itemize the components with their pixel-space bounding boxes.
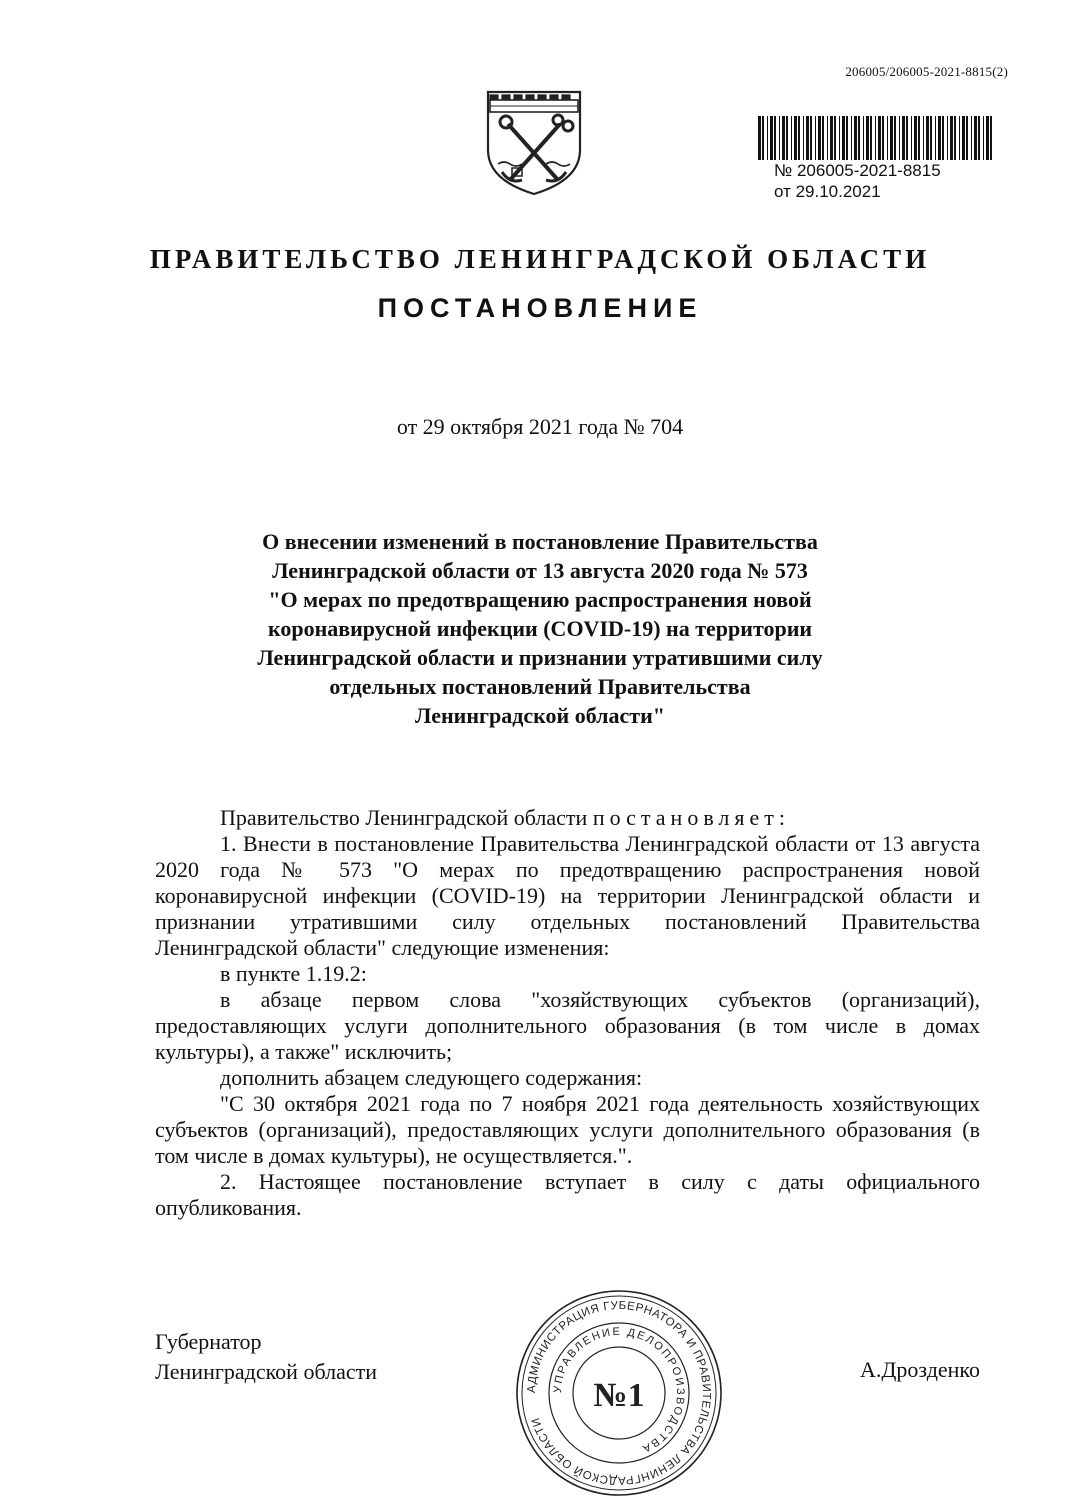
barcode-bar [866, 116, 869, 160]
barcode-bar [930, 116, 932, 160]
registration-block [756, 116, 994, 202]
barcode-bar [846, 116, 848, 160]
barcode-bar [894, 116, 896, 160]
subject-line: Ленинградской области" [415, 703, 665, 728]
barcode-bar [782, 116, 785, 160]
seal-inner-text: УПРАВЛЕНИЕ ДЕЛОПРОИЗВОДСТВА [551, 1325, 687, 1456]
barcode-bar [954, 116, 956, 160]
barcode-bar [822, 116, 824, 160]
barcode-bar [890, 116, 893, 160]
official-round-seal-icon [514, 1288, 724, 1498]
subject-line: отдельных постановлений Правительства [329, 674, 751, 699]
barcode-bar [770, 116, 773, 160]
barcode-bar [786, 116, 788, 160]
barcode-bar [758, 116, 761, 160]
organization-title: ПРАВИТЕЛЬСТВО ЛЕНИНГРАДСКОЙ ОБЛАСТИ [149, 244, 931, 274]
item-1: 1. Внести в постановление Правительства Ленинградской области от 13 августа 2020 года № 573 "О мерах по предотвращению распространения новой коронавирусной инфекции (COVID-19) на территории Ленинградской области и признании утратившими силу отдельных постановлений Правительства Ленинградской области" следующие изменения: [155, 831, 980, 960]
barcode-bar [767, 116, 768, 160]
barcode-bar [798, 116, 800, 160]
barcode-bar [858, 116, 860, 160]
barcode-bar [914, 116, 917, 160]
barcode-icon [756, 116, 994, 160]
barcode-bar [803, 116, 804, 160]
barcode-bar [834, 116, 836, 160]
barcode-bar [978, 116, 980, 160]
signatory-position [155, 1327, 377, 1387]
barcode-bar [911, 116, 912, 160]
barcode-bar [902, 116, 905, 160]
signatory-region: Ленинградской области [155, 1359, 377, 1384]
barcode-bar [966, 116, 968, 160]
barcode-bar [854, 116, 857, 160]
document-type: ПОСТАНОВЛЕНИЕ [377, 293, 703, 323]
barcode-bar [779, 116, 780, 160]
barcode-bar [791, 116, 792, 160]
barcode-bar [986, 116, 989, 160]
subject-line: коронавирусной инфекции (COVID-19) на территории [267, 616, 813, 641]
subject-line: "О мерах по предотвращению распространения новой [268, 587, 812, 612]
barcode-bar [974, 116, 977, 160]
seal-outer-text: АДМИНИСТРАЦИЯ ГУБЕРНАТОРА И ПРАВИТЕЛЬСТВА ЛЕНИНГРАДСКОЙ ОБЛАСТИ [525, 1299, 713, 1487]
barcode-bar [878, 116, 881, 160]
barcode-bar [830, 116, 833, 160]
barcode-bar [827, 116, 828, 160]
signatory-name: А.Дрозденко [860, 1357, 980, 1382]
barcode-bar [899, 116, 900, 160]
barcode-bar [926, 116, 929, 160]
barcode-bar [815, 116, 816, 160]
subject-line: Ленинградской области и признании утратившими силу [257, 645, 823, 670]
barcode-bar [875, 116, 876, 160]
barcode-bar [842, 116, 845, 160]
item-2: 2. Настоящее постановление вступает в силу с даты официального опубликования. [155, 1169, 980, 1220]
barcode-bar [950, 116, 953, 160]
resolution-date-number: от 29 октября 2021 года № 704 [396, 414, 684, 439]
registration-date: от 29.10.2021 [774, 182, 881, 201]
preamble-decree-word: постановляет: [592, 805, 791, 830]
barcode-bar [774, 116, 776, 160]
barcode-bar [818, 116, 821, 160]
signatory-title: Губернатор [155, 1329, 262, 1354]
barcode-bar [887, 116, 888, 160]
item-1-point: в пункте 1.19.2: [220, 961, 367, 986]
subject-line: О внесении изменений в постановление Правительства [262, 529, 818, 554]
preamble [155, 805, 980, 831]
seal-center-number: №1 [593, 1377, 645, 1414]
barcode-bar [810, 116, 812, 160]
barcode-bar [839, 116, 840, 160]
barcode-bar [990, 116, 992, 160]
barcode-bar [882, 116, 884, 160]
preamble-text: Правительство Ленинградской области [220, 805, 588, 830]
barcode-bar [983, 116, 984, 160]
registration-number: № 206005-2021-8815 [774, 161, 941, 180]
barcode-bar [794, 116, 797, 160]
item-1-paragraph-2: дополнить абзацем следующего содержания: [220, 1065, 643, 1090]
resolution-subject [170, 527, 910, 730]
barcode-bar [918, 116, 920, 160]
barcode-bar [762, 116, 764, 160]
barcode-bar [863, 116, 864, 160]
document-reference: 206005/206005-2021-8815(2) [845, 64, 1008, 79]
barcode-bar [947, 116, 948, 160]
item-1-quote: "С 30 октября 2021 года по 7 ноября 2021 года деятельность хозяйствующих субъектов (организаций), предоставляющих услуги дополнительного образования (в том числе в домах культуры), не осуществляется.". [155, 1091, 980, 1168]
barcode-bar [870, 116, 872, 160]
resolution-body [155, 805, 980, 1221]
barcode-bar [851, 116, 852, 160]
barcode-bar [959, 116, 960, 160]
leningrad-oblast-coat-of-arms-icon [484, 88, 584, 196]
item-1-paragraph-1: в абзаце первом слова "хозяйствующих субъектов (организаций), предоставляющих услуги дополнительного образования (в том числе в домах культуры), а также" исключить; [155, 987, 980, 1064]
barcode-bar [923, 116, 924, 160]
subject-line: Ленинградской области от 13 августа 2020 года № 573 [272, 558, 808, 583]
barcode-bar [971, 116, 972, 160]
barcode-bar [935, 116, 936, 160]
barcode-bar [938, 116, 941, 160]
barcode-bar [942, 116, 944, 160]
barcode-bar [806, 116, 809, 160]
barcode-bar [962, 116, 965, 160]
barcode-bar [906, 116, 908, 160]
